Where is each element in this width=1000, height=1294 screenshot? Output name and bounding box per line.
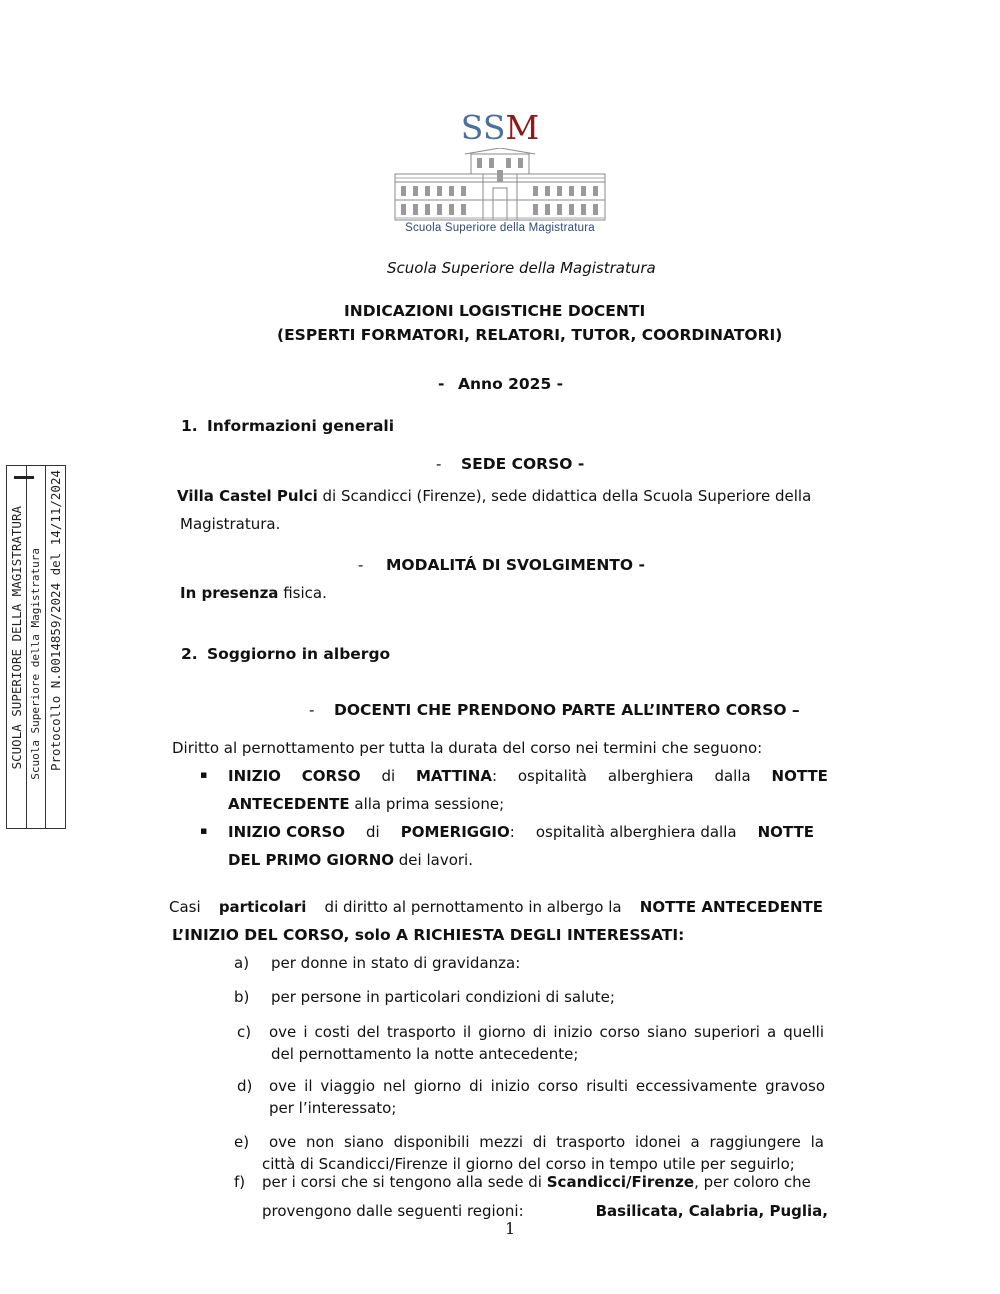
bullet-1-word: ospitalità [517, 767, 587, 785]
bullet-2-word: POMERIGGIO [400, 823, 510, 841]
bullet-1-word: di [381, 767, 396, 785]
section-1-number: 1. [181, 417, 198, 435]
stamp-line-1: SCUOLA SUPERIORE DELLA MAGISTRATURA [9, 506, 24, 770]
bullet-1-word: alberghiera [607, 767, 694, 785]
modalita-dash: - [358, 556, 364, 574]
document-title-line-2: (ESPERTI FORMATORI, RELATORI, TUTOR, COORDINATORI) [277, 326, 783, 344]
modalita-text: fisica. [278, 584, 327, 602]
document-title-line-1: INDICAZIONI LOGISTICHE DOCENTI [344, 302, 646, 320]
bullet-2-bold: DEL PRIMO GIORNO [228, 851, 395, 869]
building-illustration-icon [393, 148, 607, 222]
item-f-text: per i corsi che si tengono alla sede di [262, 1173, 547, 1191]
item-b-text: per persone in particolari condizioni di salute; [271, 988, 615, 1006]
item-f-text-2 [262, 1202, 828, 1220]
sede-place: Villa Castel Pulci [177, 487, 318, 505]
item-c-text-1: ove i costi del trasporto il giorno di inizio corso siano superiori a quelli [269, 1023, 824, 1041]
page-number: 1 [505, 1219, 516, 1238]
year-dash: - [438, 375, 445, 393]
bullet-2-word: ospitalità alberghiera dalla [535, 823, 737, 841]
docenti-heading: DOCENTI CHE PRENDONO PARTE ALL’INTERO CORSO – [334, 701, 800, 719]
sede-text: di Scandicci (Firenze), sede didattica della Scuola Superiore della [317, 487, 812, 505]
logo-caption: Scuola Superiore della Magistratura [405, 222, 595, 234]
item-d-text-2: per l’interessato; [269, 1099, 397, 1117]
item-b-label: b) [234, 988, 250, 1006]
sede-dash: - [436, 455, 442, 473]
casi-word: Casi [169, 898, 201, 916]
item-f-text: , per coloro che [694, 1173, 811, 1191]
year-heading: Anno 2025 - [458, 375, 564, 393]
logo-letter: M [505, 108, 540, 147]
stamp-mark-bar [14, 476, 34, 479]
bullet-1-rest: alla prima sessione; [349, 795, 505, 813]
item-a-label: a) [234, 954, 250, 972]
bullet-1-line-1 [228, 767, 828, 785]
bullet-2-word: INIZIO CORSO [228, 823, 346, 841]
protocol-stamp [6, 465, 66, 829]
section-1-title: Informazioni generali [207, 417, 395, 435]
institution-logo [390, 108, 610, 243]
pernottamento-intro: Diritto al pernottamento per tutta la durata del corso nei termini che seguono: [172, 739, 763, 757]
item-f-text: provengono dalle seguenti regioni: [262, 1202, 524, 1220]
item-f-bold: Scandicci/Firenze [546, 1173, 695, 1191]
modalita-heading: MODALITÁ DI SVOLGIMENTO - [386, 556, 645, 574]
item-d-text-1: ove il viaggio nel giorno di inizio corso risulti eccessivamente gravoso [269, 1077, 825, 1095]
bullet-1-word: CORSO [301, 767, 361, 785]
casi-text: di diritto al pernottamento in albergo la [324, 898, 622, 916]
bullet-2-word: NOTTE [757, 823, 814, 841]
logo-letters [390, 108, 610, 147]
item-e-label: e) [234, 1133, 250, 1151]
item-e-text-1: ove non siano disponibili mezzi di trasporto idonei a raggiungere la [269, 1133, 824, 1151]
bullet-1-marker: ▪ [200, 768, 208, 781]
bullet-2-line-2 [228, 851, 473, 869]
sede-heading: SEDE CORSO - [461, 455, 585, 473]
item-c-text-2: del pernottamento la notte antecedente; [271, 1045, 579, 1063]
sede-paragraph [177, 487, 811, 505]
logo-letters-text [461, 108, 539, 147]
bullet-2-marker: ▪ [200, 824, 208, 837]
bullet-2-colon: : [509, 823, 515, 841]
casi-line-1 [169, 898, 823, 916]
docenti-dash: - [309, 701, 315, 719]
bullet-1-colon: : [491, 767, 497, 785]
item-c-label: c) [237, 1023, 252, 1041]
modalita-bold: In presenza [180, 584, 279, 602]
item-f-label: f) [234, 1173, 246, 1191]
stamp-line-3: Protocollo N.0014859/2024 del 14/11/2024 [48, 470, 63, 772]
modalita-paragraph [180, 584, 327, 602]
casi-word: particolari [218, 898, 307, 916]
bullet-2-rest: dei lavori. [394, 851, 473, 869]
item-a-text: per donne in stato di gravidanza: [271, 954, 521, 972]
bullet-1-word: NOTTE [771, 767, 828, 785]
sede-paragraph-line-2: Magistratura. [180, 515, 281, 533]
section-2-number: 2. [181, 645, 198, 663]
bullet-1-line-2 [228, 795, 504, 813]
item-f-regions: Basilicata, Calabria, Puglia, [595, 1202, 828, 1220]
bullet-2-line-1 [228, 823, 814, 841]
bullet-1-word: INIZIO [228, 767, 281, 785]
item-d-label: d) [237, 1077, 253, 1095]
bullet-1-bold: ANTECEDENTE [228, 795, 350, 813]
logo-letter: S [460, 108, 483, 147]
casi-word: NOTTE ANTECEDENTE [639, 898, 823, 916]
bullet-1-word: MATTINA [416, 767, 492, 785]
item-f-text-1 [262, 1173, 811, 1191]
institution-name: Scuola Superiore della Magistratura [387, 259, 656, 277]
casi-line-2: L’INIZIO DEL CORSO, solo A RICHIESTA DEGLI INTERESSATI: [172, 926, 685, 944]
item-e-text-2: città di Scandicci/Firenze il giorno del corso in tempo utile per seguirlo; [262, 1155, 795, 1173]
logo-letter: S [482, 108, 506, 147]
bullet-1-word: dalla [714, 767, 751, 785]
bullet-2-word: di [366, 823, 380, 841]
section-2-title: Soggiorno in albergo [207, 645, 391, 663]
stamp-line-2: Scuola Superiore della Magistratura [29, 548, 42, 780]
